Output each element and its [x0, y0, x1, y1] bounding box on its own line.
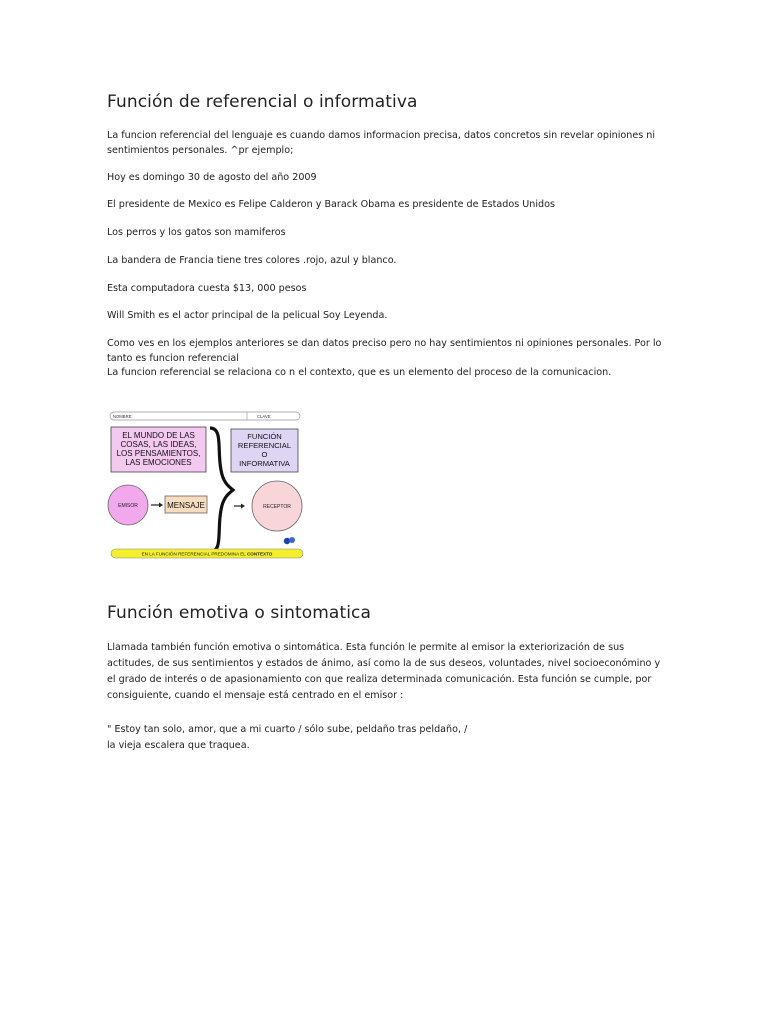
- logo-dot-2: [289, 537, 295, 543]
- example-date: Hoy es domingo 30 de agosto del año 2009: [107, 172, 317, 183]
- example-actor: Will Smith es el actor principal de la pelicual Soy Leyenda.: [107, 310, 388, 321]
- world-line-3: LOS PENSAMIENTOS,: [116, 449, 201, 458]
- world-line-1: EL MUNDO DE LAS: [122, 431, 195, 440]
- nombre-label: NOMBRE:: [113, 414, 133, 420]
- paragraph-emotive-definition: Llamada también función emotiva o sintomática. Esta función le permite al emisor la exteriorización de sus actitudes, de sus sentimientos y estados de ánimo, así como la de sus deseos, voluntades, nivel socioeconómino y el grado de interés o de apasionamiento con que realiza determinada comunicación. Esta función se cumple, por consiguiente, cuando el mensaje está centrado en el emisor :: [107, 642, 661, 701]
- world-line-4: LAS EMOCIONES: [125, 458, 192, 467]
- referential-function-diagram: [107, 410, 307, 564]
- curly-brace-shape: [210, 428, 233, 552]
- paragraph-context: La funcion referencial se relaciona co n el contexto, que es un elemento del proceso de la comunicacion.: [107, 367, 612, 378]
- footer-prefix: EN LA FUNCIÓN REFERENCIAL PREDOMINA EL: [141, 551, 247, 557]
- arrow-head-2: [241, 504, 245, 509]
- quote-line-1: " Estoy tan solo, amor, que a mi cuarto / sólo sube, peldaño tras peldaño, /: [107, 724, 468, 735]
- world-line-2: COSAS, LAS IDEAS,: [120, 440, 197, 449]
- footer-text: [142, 551, 273, 557]
- section-title-emotiva: Función emotiva o sintomatica: [107, 603, 371, 623]
- footer-bold: CONTEXTO: [246, 551, 273, 557]
- arrow-head-1: [159, 503, 163, 508]
- function-line-4: INFORMATIVA: [239, 459, 290, 468]
- function-line-3: O: [261, 450, 268, 459]
- example-flag: La bandera de Francia tiene tres colores .rojo, azul y blanco.: [107, 255, 397, 266]
- function-line-1: FUNCIÓN: [247, 432, 282, 441]
- quote-line-2: la vieja escalera que traquea.: [107, 740, 250, 751]
- paragraph-definition: La funcion referencial del lenguaje es cuando damos informacion precisa, datos concretos sin revelar opiniones ni sentimientos personales. ^pr ejemplo;: [107, 130, 656, 156]
- example-presidents: El presidente de Mexico es Felipe Calderon y Barack Obama es presidente de Estados Unidos: [107, 199, 556, 210]
- example-computer: Esta computadora cuesta $13, 000 pesos: [107, 283, 307, 294]
- function-line-2: REFERENCIAL: [237, 441, 292, 450]
- paragraph-conclusion: Como ves en los ejemplos anteriores se dan datos preciso pero no hay sentimientos ni opiniones personales. Por lo tanto es funcion referencial: [107, 338, 662, 364]
- receptor-label: RECEPTOR: [263, 504, 291, 510]
- mensaje-label: MENSAJE: [167, 501, 205, 510]
- clave-label: CLAVE:: [257, 414, 272, 420]
- emisor-label: EMISOR: [118, 503, 138, 509]
- example-animals: Los perros y los gatos son mamiferos: [107, 227, 286, 238]
- section-title-referencial: Función de referencial o informativa: [107, 92, 418, 112]
